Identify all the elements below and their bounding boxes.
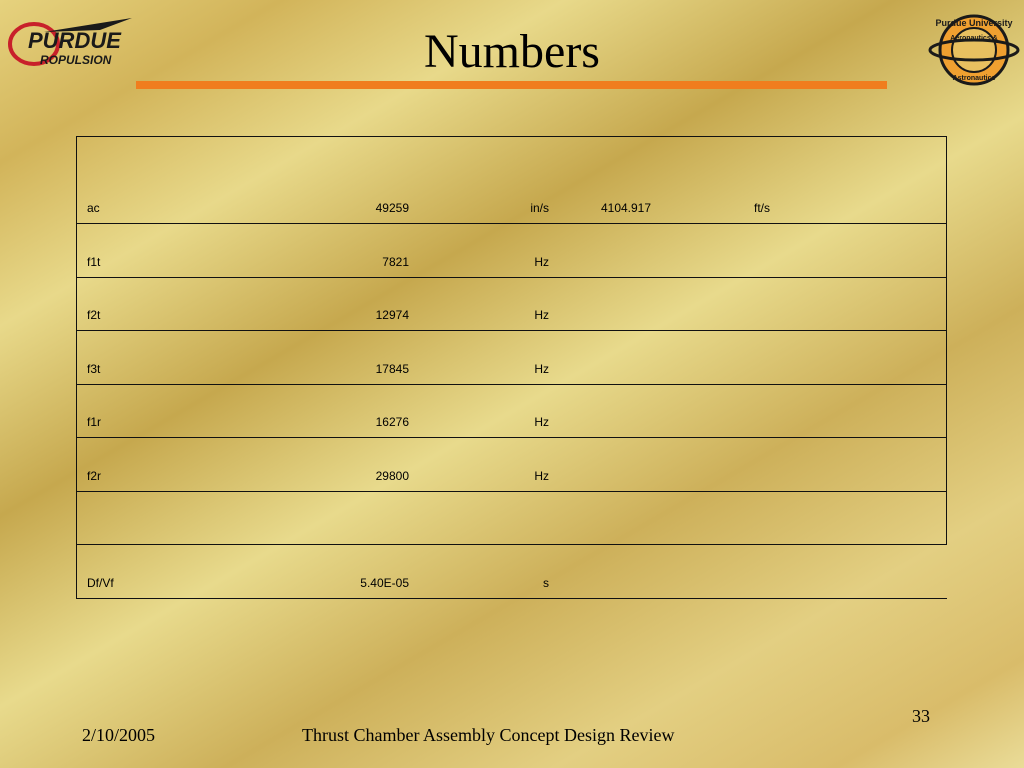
row-name-cell: f1t	[77, 224, 304, 278]
row-value2-cell	[555, 224, 697, 278]
footer-title: Thrust Chamber Assembly Concept Design Review	[302, 725, 675, 745]
row-unit2-cell	[697, 545, 827, 599]
row-unit-cell: Hz	[415, 224, 555, 278]
row-name-cell: Df/Vf	[77, 545, 304, 599]
row-unit2-cell	[697, 331, 827, 385]
row-value-cell: 7821	[303, 224, 415, 278]
title-underline	[136, 81, 887, 89]
row-value2-cell	[555, 491, 697, 545]
row-value2-cell	[555, 438, 697, 492]
row-name-cell: f3t	[77, 331, 304, 385]
row-value-cell: 49259	[303, 137, 415, 224]
seal-text-bottom: Astronautics	[952, 75, 996, 82]
row-unit2-cell	[697, 438, 827, 492]
row-unit2-cell	[697, 384, 827, 438]
row-unit2-cell: ft/s	[697, 137, 827, 224]
row-spacer-cell	[827, 545, 947, 599]
row-value-cell: 17845	[303, 331, 415, 385]
logo-left-text-bottom: ROPULSION	[40, 53, 112, 67]
row-unit2-cell	[697, 491, 827, 545]
row-value2-cell	[555, 545, 697, 599]
page-number: 33	[912, 706, 930, 726]
row-name-cell: f1r	[77, 384, 304, 438]
row-value-cell: 16276	[303, 384, 415, 438]
row-value2-cell: 4104.917	[555, 137, 697, 224]
row-name-cell	[77, 491, 304, 545]
row-unit-cell: Hz	[415, 331, 555, 385]
row-unit-cell	[415, 491, 555, 545]
row-value2-cell	[555, 277, 697, 331]
row-value-cell	[303, 491, 415, 545]
row-value2-cell	[555, 331, 697, 385]
row-unit2-cell	[697, 224, 827, 278]
table-row	[77, 545, 947, 599]
table-row	[77, 491, 947, 545]
row-spacer-cell	[827, 491, 947, 545]
row-name-cell: ac	[77, 137, 304, 224]
table-row	[77, 384, 947, 438]
row-spacer-cell	[827, 384, 947, 438]
row-spacer-cell	[827, 277, 947, 331]
numbers-table	[76, 136, 947, 599]
row-spacer-cell	[827, 137, 947, 224]
row-value2-cell	[555, 384, 697, 438]
row-unit-cell: Hz	[415, 438, 555, 492]
row-unit-cell: Hz	[415, 277, 555, 331]
row-spacer-cell	[827, 331, 947, 385]
seal-text-middle: Aeronautics &	[950, 35, 998, 42]
seal-text-top: Purdue University	[935, 18, 1013, 28]
slide-title: Numbers	[424, 25, 600, 78]
row-spacer-cell	[827, 224, 947, 278]
row-name-cell: f2r	[77, 438, 304, 492]
table-row	[77, 438, 947, 492]
logo-left-text-top: PURDUE	[28, 28, 121, 53]
row-value-cell: 12974	[303, 277, 415, 331]
table-row	[77, 277, 947, 331]
row-unit-cell: s	[415, 545, 555, 599]
row-name-cell: f2t	[77, 277, 304, 331]
row-value-cell: 5.40E-05	[303, 545, 415, 599]
footer-date: 2/10/2005	[82, 725, 156, 745]
aero-astro-seal-logo	[928, 10, 1020, 90]
table-row	[77, 224, 947, 278]
row-value-cell: 29800	[303, 438, 415, 492]
row-spacer-cell	[827, 438, 947, 492]
table-row	[77, 137, 947, 224]
row-unit-cell: Hz	[415, 384, 555, 438]
table-row	[77, 331, 947, 385]
row-unit2-cell	[697, 277, 827, 331]
row-unit-cell: in/s	[415, 137, 555, 224]
